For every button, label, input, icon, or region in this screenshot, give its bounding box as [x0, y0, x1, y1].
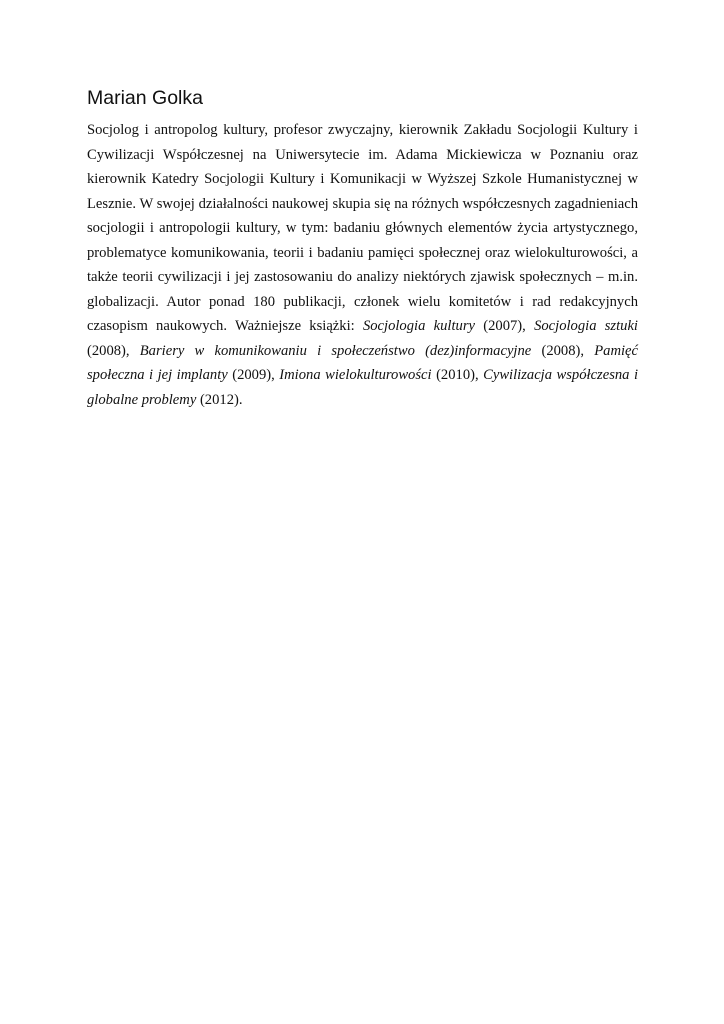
book-year: (2008),	[531, 342, 595, 359]
book-title: Socjologia kultury	[362, 318, 475, 334]
author-name: Marian Golka	[87, 87, 203, 109]
book-title: Bariery w komunikowaniu i społeczeństwo (dez)informacyjne	[139, 342, 532, 359]
book-year: (2012).	[196, 391, 243, 408]
book-title: Socjologia sztuki	[534, 318, 638, 334]
book-title: Cywilizacja współczesna i globalne problemy	[87, 367, 639, 408]
bio-text: Socjolog i antropolog kultury, profesor zwyczajny, kierownik Zakładu Socjologii Kultury i Cywilizacji Współczesnej na Uniwersytecie im. Adama Mickiewicza w Poznaniu oraz kierownik Katedry Socjologii Kultury i Komunikacji w Wyższej Szkole Humanistycznej w Lesznie. W swojej działalności naukowej skupia się na różnych współczesnych zagadnieniach socjologii i antropologii kultury, w tym: badaniu głównych elementów życia artystycznego, problematyce komunikowania, teorii i badaniu pamięci społecznej oraz wielokulturowości, a także teorii cywilizacji i jej zastosowaniu do analizy niektórych zjawisk społecznych – m.in. globalizacji. Autor ponad 180 publikacji, członek wielu komitetów i rad redakcyjnych czasopism naukowych. Ważniejsze książki:	[87, 122, 638, 334]
book-year: (2008),	[87, 342, 140, 359]
book-year: (2010),	[431, 367, 484, 383]
book-year: (2007),	[474, 318, 535, 334]
book-year: (2009),	[227, 367, 280, 383]
book-title: Imiona wielokulturowości	[279, 367, 432, 383]
author-bio	[87, 118, 638, 412]
book-title: Pamięć społeczna i jej implanty	[87, 342, 638, 383]
